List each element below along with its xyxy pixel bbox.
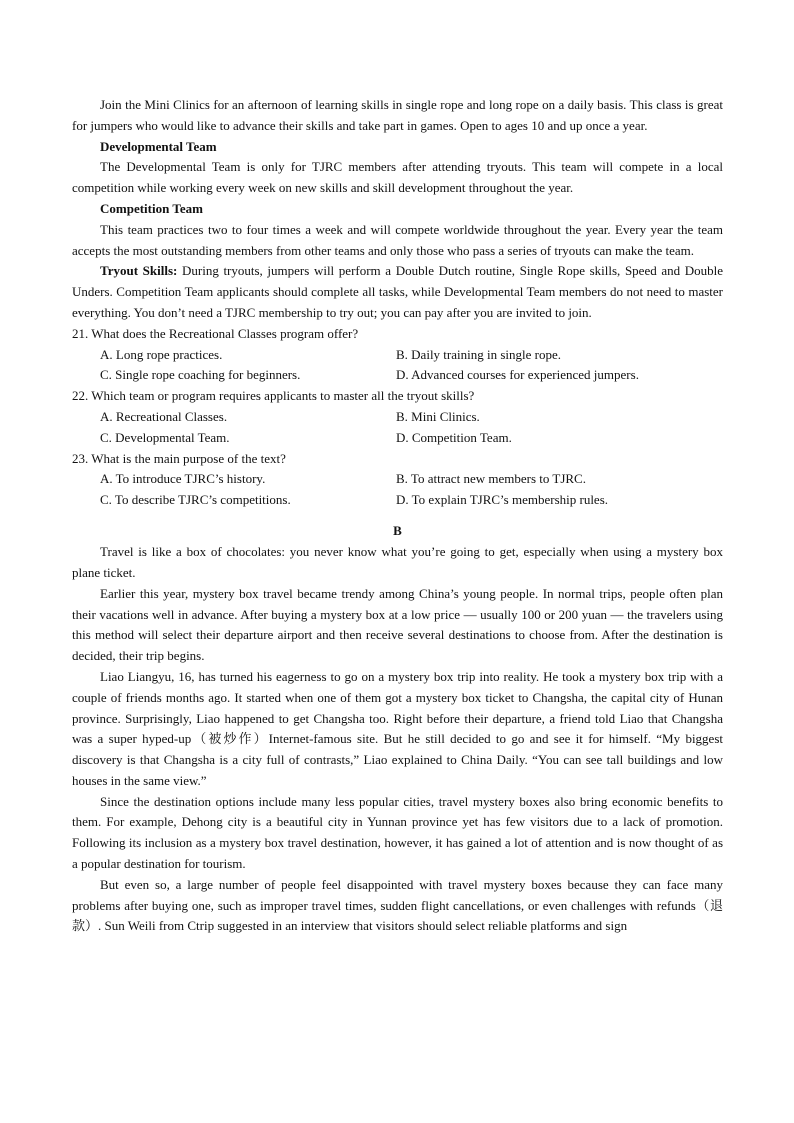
developmental-team-heading: Developmental Team [100, 138, 217, 154]
passage-b-paragraph: But even so, a large number of people feel disappointed with travel mystery boxes because they can face many problems after buying one, such as improper travel times, sudden flight cancellations, or even challenges with refunds（退款）. Sun Weili from Ctrip suggested in an interview that visitors should select reliable platforms and sign [72, 876, 723, 934]
question-22 [72, 386, 723, 448]
question-stem: 21. What does the Recreational Classes program offer? [72, 325, 359, 341]
option-d[interactable]: D. To explain TJRC’s membership rules. [396, 492, 609, 508]
option-a[interactable]: A. Long rope practices. [100, 346, 223, 362]
passage-b-paragraph: Earlier this year, mystery box travel became trendy among China’s young people. In normal trips, people often plan their vacations well in advance. After buying a mystery box at a low price — usually 100 or 200 yuan — the travelers using this method will select their departure airport and then receive several destinations to choose from. After the destination is decided, their trip begins. [72, 585, 723, 664]
option-c[interactable]: C. Developmental Team. [100, 429, 230, 445]
question-stem: 22. Which team or program requires applicants to master all the tryout skills? [72, 388, 475, 404]
exam-page [72, 95, 723, 937]
option-d[interactable]: D. Competition Team. [396, 429, 512, 445]
question-23 [72, 449, 723, 511]
passage-b-title: B [393, 523, 402, 539]
option-b[interactable]: B. To attract new members to TJRC. [396, 471, 586, 487]
answer-options [72, 345, 723, 387]
question-21 [72, 324, 723, 386]
competition-team-paragraph: This team practices two to four times a week and will compete worldwide throughout the year. Every year the team accepts the most outstanding members from other teams and only those who pass a series of tryouts can make the team. [72, 221, 723, 258]
option-b[interactable]: B. Mini Clinics. [396, 408, 480, 424]
passage-b-paragraph: Since the destination options include many less popular cities, travel mystery boxes also bring economic benefits to them. For example, Dehong city is a beautiful city in Yunnan province yet has few visitors due to a lack of promotion. Following its inclusion as a mystery box travel destination, however, it has gained a lot of attention and is now thought of as a popular destination for tourism. [72, 793, 723, 872]
tryout-skills-label: Tryout Skills: [100, 263, 178, 279]
option-d[interactable]: D. Advanced courses for experienced jumpers. [396, 367, 639, 383]
developmental-team-paragraph: The Developmental Team is only for TJRC members after attending tryouts. This team will compete in a local competition while working every week on new skills and skill development throughout the year. [72, 159, 723, 196]
answer-options [72, 407, 723, 449]
option-c[interactable]: C. To describe TJRC’s competitions. [100, 492, 291, 508]
tryout-skills-text: During tryouts, jumpers will perform a Double Dutch routine, Single Rope skills, Speed and Double Unders. Competition Team applicants should complete all tasks, while Developmental Team members do not need to master everything. You don’t need a TJRC membership to try out; you can pay after you are invited to join. [72, 263, 724, 320]
option-a[interactable]: A. Recreational Classes. [100, 408, 228, 424]
option-b[interactable]: B. Daily training in single rope. [396, 346, 562, 362]
passage-b-paragraph: Liao Liangyu, 16, has turned his eagerness to go on a mystery box trip into reality. He took a mystery box trip with a couple of friends months ago. It started when one of them got a mystery box ticket to Changsha, the capital city of Hunan province. Surprisingly, Liao happened to get Changsha too. Right before their departure, a friend told Liao that Changsha was a super hyped-up（被炒作）Internet-famous site. But he still decided to go and see it for himself. “My biggest discovery is that Changsha is a city full of contrasts,” Liao explained to China Daily. “You can see tall buildings and low houses in the same view.” [72, 668, 723, 788]
mini-clinics-paragraph: Join the Mini Clinics for an afternoon of learning skills in single rope and long rope on a daily basis. This class is great for jumpers who would like to advance their skills and take part in games. Open to ages 10 and up once a year. [72, 97, 723, 133]
option-a[interactable]: A. To introduce TJRC’s history. [100, 471, 266, 487]
tryout-skills-paragraph [72, 261, 723, 323]
answer-options [72, 469, 723, 511]
competition-team-heading: Competition Team [100, 200, 203, 216]
question-stem: 23. What is the main purpose of the text? [72, 450, 286, 466]
passage-b-paragraph: Travel is like a box of chocolates: you never know what you’re going to get, especially when using a mystery box plane ticket. [72, 544, 723, 580]
option-c[interactable]: C. Single rope coaching for beginners. [100, 367, 301, 383]
